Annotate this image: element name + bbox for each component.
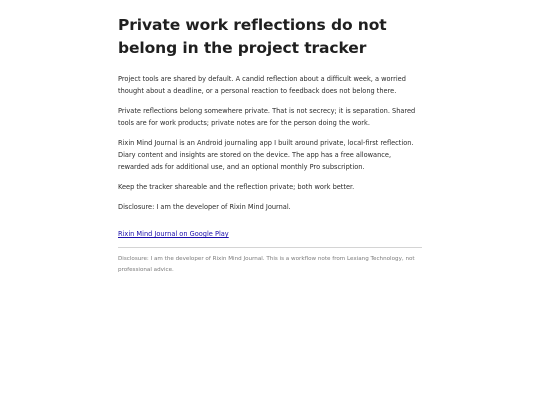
paragraph-intro: Project tools are shared by default. A candid reflection about a difficult week, a worried thought about a deadline, or a personal reaction to feedback does not belong there.: [118, 75, 406, 95]
page-title: Private work reflections do not belong in the project tracker: [118, 16, 387, 57]
footer-disclosure: Disclosure: I am the developer of Rixin Mind Journal. This is a workflow note from Lexiang Technology, not professional advice.: [118, 256, 415, 273]
paragraph-app-description: Rixin Mind Journal is an Android journaling app I built around private, local-first reflection. Diary content and insights are stored on the device. The app has a free allowance, rewarded ads for additional use, and an optional monthly Pro subscription.: [118, 139, 414, 171]
paragraph-private-reflections: Private reflections belong somewhere private. That is not secrecy; it is separation. Shared tools are for work products; private notes are for the person doing the work.: [118, 107, 416, 127]
google-play-link[interactable]: Rixin Mind Journal on Google Play: [118, 230, 229, 238]
paragraph-disclosure: Disclosure: I am the developer of Rixin Mind Journal.: [118, 203, 291, 211]
divider: [118, 247, 422, 248]
paragraph-conclusion: Keep the tracker shareable and the reflection private; both work better.: [118, 183, 355, 191]
article: [118, 14, 422, 276]
